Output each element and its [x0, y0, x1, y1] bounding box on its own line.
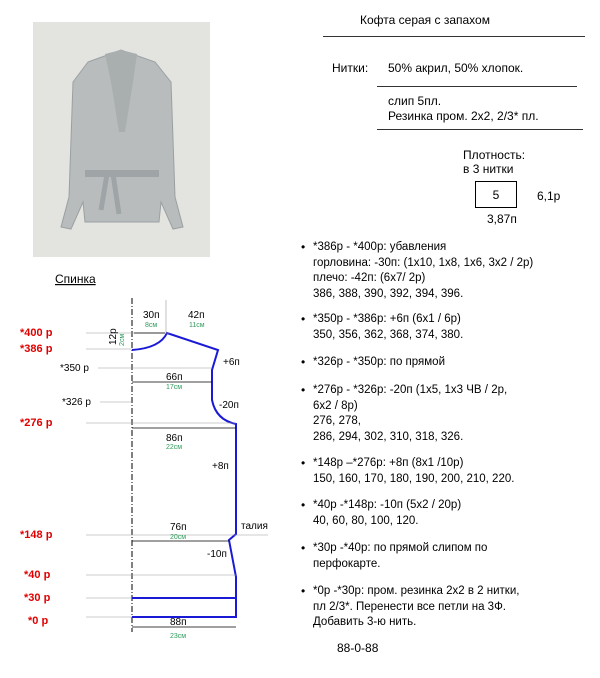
increase-8-label: +8п [212, 461, 229, 472]
bullet-icon: • [301, 312, 306, 326]
chest-stitches: 66п [166, 372, 183, 383]
row-mark-326: *326 р [62, 397, 91, 408]
step-item [301, 240, 593, 302]
chest-cm: 17см [166, 384, 183, 391]
increase-6-label: +6п [223, 357, 240, 368]
step-line: плечо: -42п: (6х7/ 2р) [313, 272, 426, 284]
step-item [301, 312, 593, 343]
divider [377, 129, 583, 130]
divider [377, 86, 577, 87]
step-item [301, 383, 593, 445]
shoulder-cm: 11см [189, 322, 205, 329]
bullet-icon: • [301, 355, 306, 369]
neck-stitches: 30п [143, 310, 160, 321]
waist-cm: 20см [170, 534, 187, 541]
step-line: 40, 60, 80, 100, 120. [313, 514, 419, 527]
bullet-icon: • [301, 240, 306, 254]
back-pattern-schematic [0, 268, 300, 678]
stitch-line: Резинка пром. 2х2, 2/3* пл. [388, 109, 539, 123]
step-line: *40р -*148р: -10п (5х2 / 20р) [313, 499, 462, 511]
step-line: 286, 294, 302, 310, 318, 326. [313, 430, 464, 443]
bust-stitches: 86п [166, 433, 183, 444]
row-mark-276: *276 р [20, 417, 53, 429]
bullet-icon: • [301, 541, 306, 555]
decrease-10-label: -10п [207, 549, 227, 560]
step-line: *326р - *350р: по прямой [313, 356, 445, 368]
step-item [301, 355, 593, 371]
step-item [301, 498, 593, 529]
bullet-icon: • [301, 584, 306, 598]
step-line: *148р –*276р: +8п (8х1 /10р) [313, 457, 464, 469]
decrease-20-label: -20п [219, 400, 239, 411]
density-label: Плотность: [463, 148, 526, 162]
density-box: 5 [475, 181, 517, 208]
footer-code: 88-0-88 [337, 641, 379, 655]
step-line: *0р -*30р: пром. резинка 2х2 в 2 нитки, [313, 585, 520, 597]
density-stitches: 3,87п [487, 212, 517, 226]
step-line: *350р - *386р: +6п (6х1 / 6р) [313, 313, 461, 325]
pattern-title: Спинка [55, 272, 96, 286]
step-line: 276, 278, [313, 415, 361, 427]
row-mark-0: *0 р [28, 615, 49, 627]
neck-cm: 8см [145, 322, 158, 329]
waist-label: талия [241, 521, 268, 532]
step-item [301, 456, 593, 487]
divider [323, 36, 585, 37]
shoulder-stitches: 42п [188, 310, 205, 321]
pattern-outline [132, 333, 236, 617]
step-line: *30р -*40р: по прямой слипом по [313, 542, 488, 554]
row-mark-30: *30 р [24, 592, 51, 604]
waist-stitches: 76п [170, 522, 187, 533]
row-mark-40: *40 р [24, 569, 51, 581]
stitch-line: слип 5пл. [388, 94, 442, 108]
row-mark-400: *400 р [20, 327, 53, 339]
row-mark-350: *350 р [60, 363, 89, 374]
bust-cm: 22см [166, 444, 183, 451]
step-line: 6х2 / 8р) [313, 399, 358, 412]
density-sublabel: в 3 нитки [463, 162, 514, 176]
step-item [301, 541, 593, 572]
step-line: пл 2/3*. Перенести все петли на 3Ф. [313, 600, 507, 613]
neck-height-rows: 12р [108, 328, 119, 345]
yarn-value: 50% акрил, 50% хлопок. [388, 61, 524, 75]
step-line: Добавить 3-ю нить. [313, 616, 417, 628]
step-item [301, 584, 593, 631]
step-line: 350, 356, 362, 368, 374, 380. [313, 328, 464, 341]
hem-cm: 23см [170, 633, 187, 640]
row-mark-148: *148 р [20, 529, 53, 541]
page-title: Кофта серая с запахом [360, 13, 490, 27]
cardigan-illustration [33, 22, 210, 257]
bullet-icon: • [301, 498, 306, 512]
bullet-icon: • [301, 383, 306, 397]
step-line: 386, 388, 390, 392, 394, 396. [313, 287, 464, 300]
step-line: *386р - *400р: убавления [313, 241, 447, 253]
row-mark-386: *386 р [20, 343, 53, 355]
step-line: *276р - *326р: -20п (1х5, 1х3 ЧВ / 2р, [313, 384, 508, 396]
step-line: 150, 160, 170, 180, 190, 200, 210, 220. [313, 472, 515, 485]
step-line: перфокарте. [313, 557, 381, 570]
bullet-icon: • [301, 456, 306, 470]
yarn-label: Нитки: [332, 61, 369, 75]
step-line: горловина: -30п: (1х10, 1х8, 1х6, 3х2 / 2р) [313, 256, 534, 269]
neck-height-cm: 2см [119, 333, 126, 346]
density-rows: 6,1р [537, 189, 561, 203]
hem-stitches: 88п [170, 617, 187, 628]
cardigan-photo [33, 22, 210, 257]
